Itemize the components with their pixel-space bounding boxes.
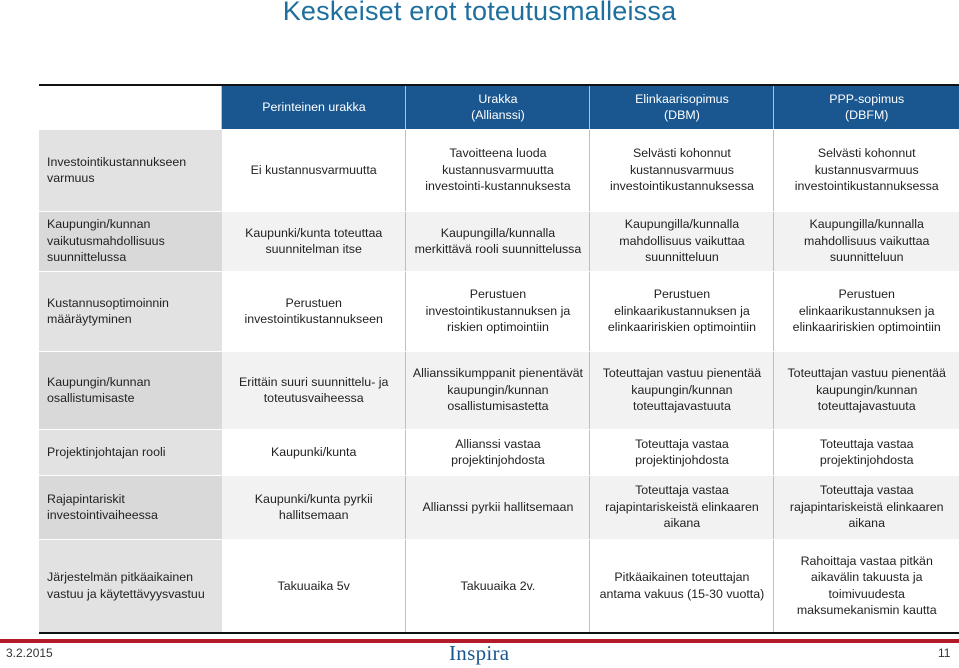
column-header: Perinteinen urakka [222, 85, 406, 129]
table-row [39, 211, 959, 271]
table-cell: Toteuttajan vastuu pienentää kaupungin/kunnan toteuttajavastuuta [774, 351, 959, 429]
table-cell: Kaupungilla/kunnalla mahdollisuus vaikuttaa suunnitteluun [590, 211, 774, 271]
page-title: Keskeiset erot toteutusmalleissa [282, 0, 677, 26]
comparison-table [39, 84, 959, 634]
row-label: Järjestelmän pitkäaikainen vastuu ja käytettävyysvastuu [39, 539, 222, 633]
row-label: Kaupungin/kunnan vaikutusmahdollisuus suunnittelussa [39, 211, 222, 271]
table-row [39, 129, 959, 211]
table-cell: Takuuaika 2v. [406, 539, 590, 633]
table-cell: Toteuttaja vastaa rajapintariskeistä elinkaaren aikana [774, 475, 959, 539]
table-row [39, 475, 959, 539]
table-cell: Kaupunki/kunta [222, 429, 406, 475]
column-header: PPP-sopimus (DBFM) [774, 85, 959, 129]
table-cell: Perustuen elinkaarikustannuksen ja elinkaaririskien optimointiin [774, 271, 959, 351]
column-header: Urakka (Allianssi) [406, 85, 590, 129]
table-row [39, 429, 959, 475]
table-cell: Ei kustannusvarmuutta [222, 129, 406, 211]
table-cell: Toteuttaja vastaa projektinjohdosta [774, 429, 959, 475]
table-cell: Perustuen elinkaarikustannuksen ja elinkaaririskien optimointiin [590, 271, 774, 351]
table-row [39, 351, 959, 429]
table-cell: Tavoitteena luoda kustannusvarmuutta investointi-kustannuksesta [406, 129, 590, 211]
table-cell: Kaupunki/kunta pyrkii hallitsemaan [222, 475, 406, 539]
table-cell: Rahoittaja vastaa pitkän aikavälin takuusta ja toimivuudesta maksumekanismin kautta [774, 539, 959, 633]
row-label: Projektinjohtajan rooli [39, 429, 222, 475]
table-cell: Allianssikumppanit pienentävät kaupungin/kunnan osallistumisastetta [406, 351, 590, 429]
row-label: Kaupungin/kunnan osallistumisaste [39, 351, 222, 429]
table-cell: Perustuen investointikustannukseen [222, 271, 406, 351]
footer-date: 3.2.2015 [6, 646, 53, 660]
page-number: 11 [938, 646, 951, 660]
inspira-logo: Inspira [449, 641, 510, 665]
header-row [39, 85, 959, 129]
table-cell: Selvästi kohonnut kustannusvarmuus investointikustannuksessa [590, 129, 774, 211]
header-corner [39, 85, 222, 129]
table-cell: Allianssi vastaa projektinjohdosta [406, 429, 590, 475]
table-cell: Toteuttaja vastaa projektinjohdosta [590, 429, 774, 475]
row-label: Investointikustannukseen varmuus [39, 129, 222, 211]
table-cell: Perustuen investointikustannuksen ja riskien optimointiin [406, 271, 590, 351]
comparison-table-container [39, 84, 959, 632]
table-cell: Allianssi pyrkii hallitsemaan [406, 475, 590, 539]
table-row [39, 539, 959, 633]
column-header: Elinkaarisopimus (DBM) [590, 85, 774, 129]
table-cell: Toteuttajan vastuu pienentää kaupungin/kunnan toteuttajavastuuta [590, 351, 774, 429]
table-row [39, 271, 959, 351]
row-label: Rajapintariskit investointivaiheessa [39, 475, 222, 539]
table-cell: Toteuttaja vastaa rajapintariskeistä elinkaaren aikana [590, 475, 774, 539]
table-cell: Kaupungilla/kunnalla merkittävä rooli suunnittelussa [406, 211, 590, 271]
table-cell: Pitkäaikainen toteuttajan antama vakuus (15-30 vuotta) [590, 539, 774, 633]
table-cell: Erittäin suuri suunnittelu- ja toteutusvaiheessa [222, 351, 406, 429]
row-label: Kustannusoptimoinnin määräytyminen [39, 271, 222, 351]
table-cell: Kaupunki/kunta toteuttaa suunnitelman itse [222, 211, 406, 271]
table-cell: Kaupungilla/kunnalla mahdollisuus vaikuttaa suunnitteluun [774, 211, 959, 271]
table-cell: Takuuaika 5v [222, 539, 406, 633]
table-cell: Selvästi kohonnut kustannusvarmuus investointikustannuksessa [774, 129, 959, 211]
